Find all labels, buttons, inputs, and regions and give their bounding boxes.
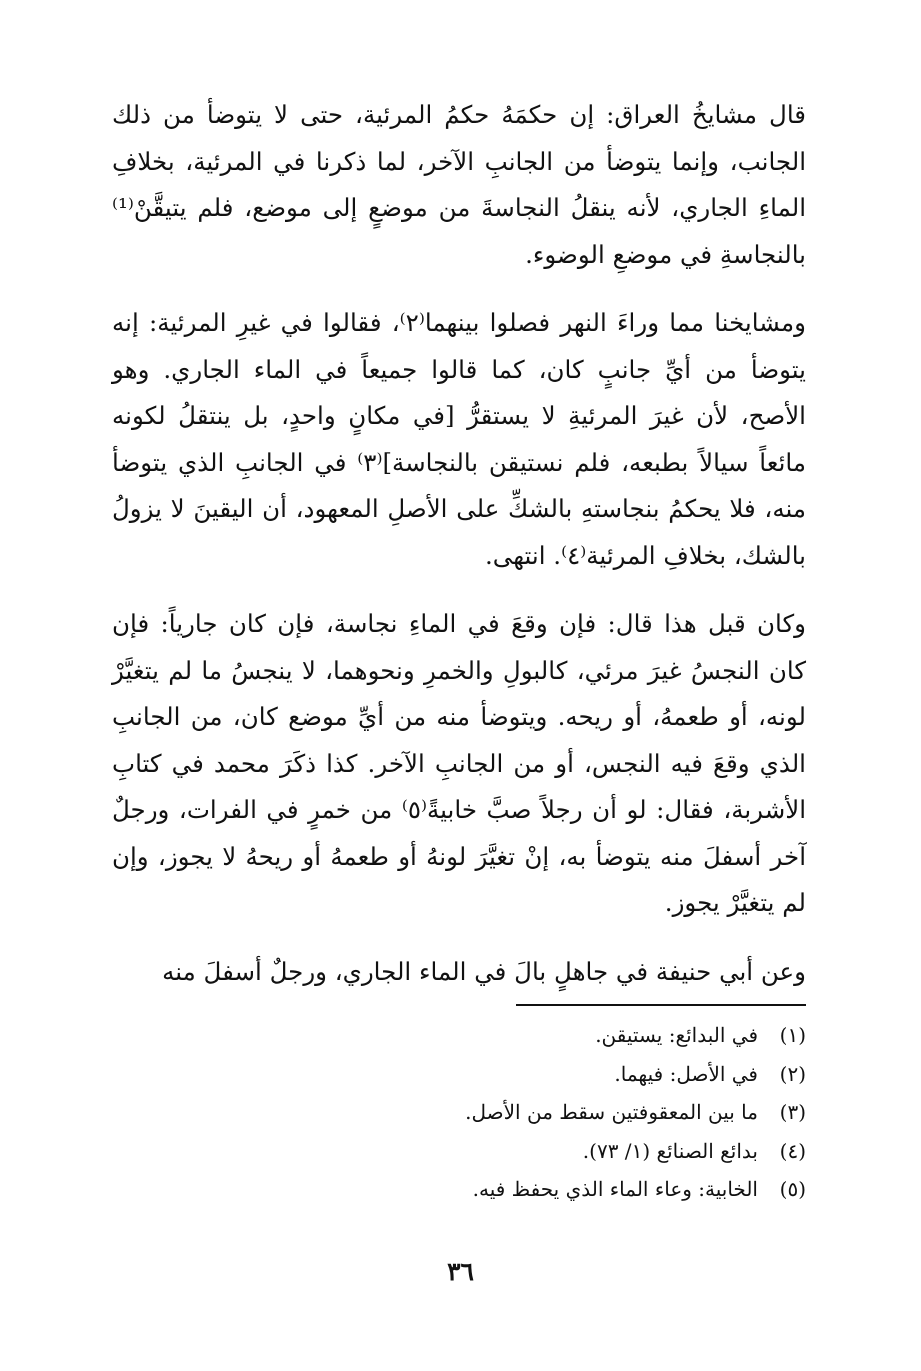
- footnote-text: بدائع الصنائع (١/ ٧٣).: [582, 1138, 758, 1163]
- footnote-text: ما بين المعقوفتين سقط من الأصل.: [465, 1100, 758, 1124]
- paragraph: ومشايخنا مما وراءَ النهر فصلوا بينهما⁽٢⁾، فقالوا في غيرِ المرئية: إنه يتوضأ من أيِّ جانبٍ كان، كما قالوا جميعاً في الماء الجاري. وهو الأصح، لأن غيرَ المرئيةِ لا يستقرُّ [في مكانٍ واحدٍ، بل ينتقلُ لكونه مائعاً سيالاً بطبعه، فلم نستيقن بالنجاسة]⁽٣⁾ في الجانبِ الذي يتوضأ منه، فلا يحكمُ بنجاستهِ بالشكِّ على الأصلِ المعهود، أن اليقينَ لا يزولُ بالشك، بخلافِ المرئية⁽٤⁾. انتهى.: [112, 308, 806, 570]
- footnote-text: في البدائع: يستيقن.: [595, 1023, 758, 1047]
- page-number: ٣٦: [447, 1257, 474, 1286]
- paragraph: قال مشايخُ العراق: إن حكمَهُ حكمُ المرئية، حتى لا يتوضأ من ذلك الجانب، وإنما يتوضأ من الجانبِ الآخر، لما ذكرنا في المرئية، بخلافِ الماءِ الجاري، لأنه ينقلُ النجاسةَ من موضعٍ إلى موضع، فلم يتيقَّنْ⁽¹⁾ بالنجاسةِ في موضعِ الوضوء.: [112, 100, 806, 269]
- footnote: [112, 1132, 806, 1171]
- footnotes: [112, 1016, 806, 1209]
- footnote-separator: [516, 1004, 806, 1006]
- footnote-number: (٤): [779, 1138, 806, 1163]
- main-text: [112, 92, 806, 995]
- footnote: [112, 1016, 806, 1055]
- footnote-number: (٥): [779, 1177, 806, 1201]
- footnote: [112, 1055, 806, 1094]
- paragraph: وعن أبي حنيفة في جاهلٍ بالَ في الماء الجاري، ورجلٌ أسفلَ منه: [162, 956, 806, 986]
- paragraph: وكان قبل هذا قال: فإن وقعَ في الماءِ نجاسة، فإن كان جارياً: فإن كان النجسُ غيرَ مرئي، كالبولِ والخمرِ ونحوهما، لا ينجسُ ما لم يتغيَّرْ لونه، أو طعمهُ، أو ريحه. ويتوضأ منه من أيِّ موضع كان، من الجانبِ الذي وقعَ فيه النجس، أو من الجانبِ الآخر. كذا ذكَرَ محمد في كتابِ الأشربة، فقال: لو أن رجلاً صبَّ خابيةً⁽٥⁾ من خمرٍ في الفرات، ورجلٌ آخر أسفلَ منه يتوضأ به، إنْ تغيَّرَ لونهُ أو طعمهُ أو ريحهُ لا يجوز، وإن لم يتغيَّرْ يجوز.: [112, 609, 806, 917]
- footnote: [112, 1093, 806, 1132]
- footnote: [112, 1170, 806, 1209]
- footnote-text: في الأصل: فيهما.: [614, 1061, 758, 1086]
- footnote-number: (١): [779, 1023, 806, 1047]
- footnote-text: الخابية: وعاء الماء الذي يحفظ فيه.: [472, 1177, 758, 1201]
- footnote-number: (٢): [779, 1061, 806, 1086]
- footnote-number: (٣): [779, 1100, 806, 1124]
